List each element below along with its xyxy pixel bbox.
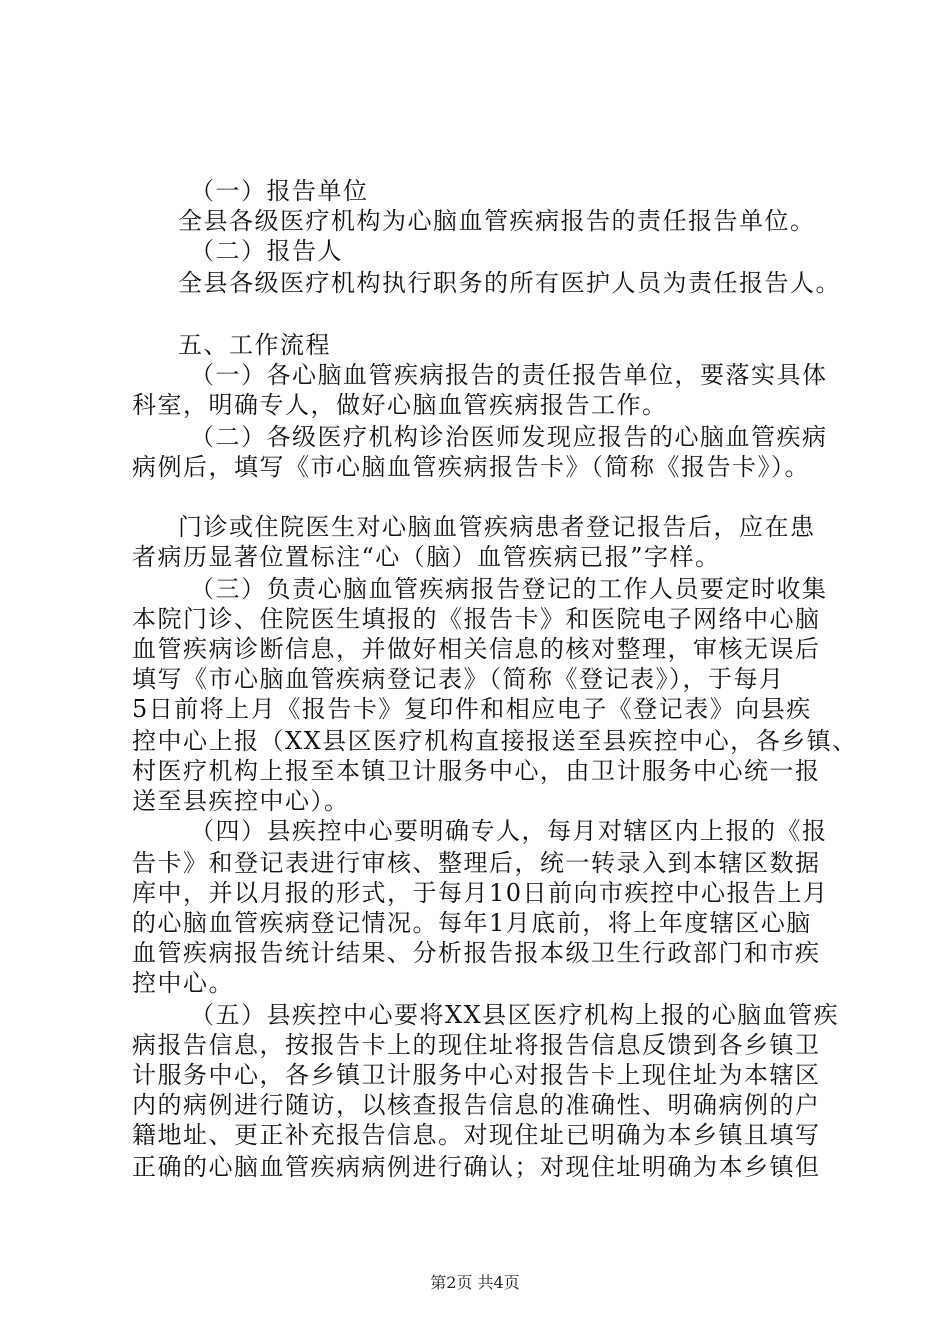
paragraph-line: 者病历显著位置标注“心（脑）血管疾病已报”字样。 — [132, 543, 721, 571]
paragraph-line: 5日前将上月《报告卡》复印件和相应电子《登记表》向县疾 — [132, 695, 812, 723]
page-number-footer: 第2页 共4页 — [430, 1273, 520, 1292]
paragraph-line: 计服务中心，各乡镇卫计服务中心对报告卡上现住址为本辖区 — [132, 1061, 821, 1089]
section-heading-reporter: （二）报告人 — [190, 237, 343, 265]
paragraph-line: （二）各级医疗机构诊治医师发现应报告的心脑血管疾病 — [190, 423, 828, 451]
paragraph-line: 本院门诊、住院医生填报的《报告卡》和医院电子网络中心脑 — [132, 605, 821, 633]
paragraph-line: 告卡》和登记表进行审核、整理后，统一转录入到本辖区数据 — [132, 849, 821, 877]
paragraph-line: 村医疗机构上报至本镇卫计服务中心，由卫计服务中心统一报 — [132, 757, 821, 785]
paragraph-line: 病例后，填写《市心脑血管疾病报告卡》（简称《报告卡》）。 — [132, 453, 810, 481]
paragraph-line: 全县各级医疗机构为心脑血管疾病报告的责任报告单位。 — [178, 207, 816, 235]
section-heading-reporting-unit: （一）报告单位 — [190, 177, 369, 205]
paragraph-line: 病报告信息，按报告卡上的现住址将报告信息反馈到各乡镇卫 — [132, 1031, 821, 1059]
paragraph-line: 全县各级医疗机构执行职务的所有医护人员为责任报告人。 — [178, 269, 841, 297]
paragraph-line: 血管疾病诊断信息，并做好相关信息的核对整理，审核无误后 — [132, 635, 821, 663]
paragraph-line: 科室，明确专人，做好心脑血管疾病报告工作。 — [132, 391, 668, 419]
paragraph-line: 正确的心脑血管疾病病例进行确认；对现住址明确为本乡镇但 — [132, 1153, 821, 1181]
paragraph-line: （五）县疾控中心要将XX县区医疗机构上报的心脑血管疾 — [190, 1001, 840, 1029]
paragraph-line: 门诊或住院医生对心脑血管疾病患者登记报告后，应在患 — [178, 513, 816, 541]
paragraph-line: 控中心。 — [132, 969, 234, 997]
paragraph-line: 血管疾病报告统计结果、分析报告报本级卫生行政部门和市疾 — [132, 939, 821, 967]
paragraph-line: （三）负责心脑血管疾病报告登记的工作人员要定时收集 — [190, 575, 828, 603]
paragraph-line: （一）各心脑血管疾病报告的责任报告单位，要落实具体 — [190, 361, 828, 389]
section-heading-workflow: 五、工作流程 — [178, 331, 331, 359]
paragraph-line: 库中，并以月报的形式，于每月10日前向市疾控中心报告上月 — [132, 879, 829, 907]
paragraph-line: （四）县疾控中心要明确专人，每月对辖区内上报的《报 — [190, 817, 828, 845]
paragraph-line: 籍地址、更正补充报告信息。对现住址已明确为本乡镇且填写 — [132, 1121, 821, 1149]
paragraph-line: 控中心上报（XX县区医疗机构直接报送至县疾控中心，各乡镇、 — [132, 727, 858, 755]
paragraph-line: 的心脑血管疾病登记情况。每年1月底前，将上年度辖区心脑 — [132, 909, 812, 937]
paragraph-line: 填写《市心脑血管疾病登记表》（简称《登记表》），于每月 — [132, 665, 785, 693]
paragraph-line: 内的病例进行随访，以核查报告信息的准确性、明确病例的户 — [132, 1091, 821, 1119]
paragraph-line: 送至县疾控中心）。 — [132, 787, 350, 815]
